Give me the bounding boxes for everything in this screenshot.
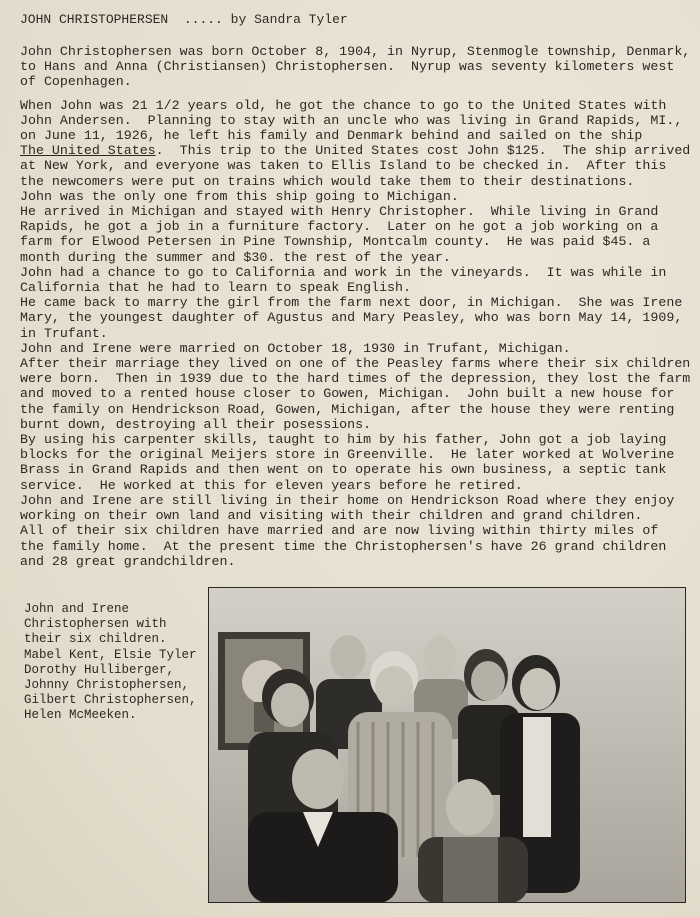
article-line: Mary, the youngest daughter of Agustus and Mary Peasley, who was born May 14, 1909, [20, 310, 683, 326]
article-line: working on their own land and visiting with their children and grand children. [20, 508, 643, 524]
article-line: John had a chance to go to California and work in the vineyards. It was while in [20, 264, 667, 280]
article-heading [20, 12, 348, 28]
family-photograph [208, 587, 686, 903]
article-line: He arrived in Michigan and stayed with Henry Christopher. While living in Grand [20, 204, 659, 220]
caption-line: Mabel Kent, Elsie Tyler [24, 647, 197, 662]
article-line: and 28 great grandchildren. [20, 553, 236, 569]
article-line: He came back to marry the girl from the farm next door, in Michigan. She was Irene [20, 295, 683, 311]
photo-caption [24, 602, 206, 724]
article-line: of Copenhagen. [20, 74, 132, 90]
family-photo-illustration [208, 587, 686, 903]
article-line: month during the summer and $30. the rest of the year. [20, 249, 451, 265]
article-line: burnt down, destroying all their posessions. [20, 416, 372, 432]
title-separator: ..... [183, 12, 223, 27]
article-line: on June 11, 1926, he left his family and Denmark behind and sailed on the ship [20, 128, 643, 144]
article-line: John Christophersen was born October 8, 1904, in Nyrup, Stenmogle township, Denmark, [20, 44, 691, 59]
byline: by Sandra Tyler [230, 12, 348, 27]
caption-line: Christophersen with [24, 617, 167, 632]
article-line: All of their six children have married and are now living within thirty miles of [20, 523, 659, 539]
article-line: were born. Then in 1939 due to the hard times of the depression, they lost the farm [20, 371, 691, 387]
article-line [20, 143, 690, 158]
article-line: service. He worked at this for eleven years before he retired. [20, 477, 523, 493]
caption-line: Dorothy Hulliberger, [24, 662, 175, 677]
caption-line: Helen McMeeken. [24, 708, 137, 723]
article-line: blocks for the original Meijers store in Greenville. He later worked at Wolverine [20, 447, 675, 463]
caption-line: Johnny Christophersen, [24, 678, 190, 693]
article-line: John and Irene were married on October 18, 1930 in Trufant, Michigan. [20, 340, 571, 356]
ship-sentence: . This trip to the United States cost John $125. The ship arrived [155, 143, 691, 159]
article-line: in Trufant. [20, 325, 108, 341]
article-line: farm for Elwood Petersen in Pine Township, Montcalm county. He was paid $45. a [20, 234, 651, 250]
ship-name: The United States [20, 143, 156, 159]
article-line: and moved to a rented house closer to Gowen, Michigan. John built a new house for [20, 386, 675, 402]
caption-line: their six children. [24, 632, 167, 647]
article-line: Rapids, he got a job in a furniture factory. Later on he got a job working on a [20, 219, 659, 235]
article-line: the newcomers were put on trains which would take them to their destinations. [20, 173, 635, 189]
article-line: Brass in Grand Rapids and then went on to operate his own business, a septic tank [20, 462, 667, 478]
article-line: to Hans and Anna (Christiansen) Christophersen. Nyrup was seventy kilometers west [20, 59, 675, 75]
article-line: California that he had to learn to speak English. [20, 280, 411, 296]
article-line: After their marriage they lived on one of the Peasley farms where their six children [20, 356, 691, 372]
article-line: the family home. At the present time the Christophersen's have 26 grand children [20, 538, 667, 554]
article-line: the family on Hendrickson Road, Gowen, Michigan, after the house they were renting [20, 401, 675, 417]
article-body [20, 44, 690, 569]
article-line: When John was 21 1/2 years old, he got the chance to go to the United States with [20, 97, 667, 113]
caption-line: Gilbert Christophersen, [24, 693, 197, 708]
article-line: John Andersen. Planning to stay with an uncle who was living in Grand Rapids, MI., [20, 112, 683, 128]
article-title: JOHN CHRISTOPHERSEN [20, 12, 169, 27]
article-line: at New York, and everyone was taken to Ellis Island to be checked in. After this [20, 158, 667, 174]
article-line: John was the only one from this ship going to Michigan. [20, 188, 459, 204]
caption-line: John and Irene [24, 602, 130, 616]
article-line: John and Irene are still living in their home on Hendrickson Road where they enjoy [20, 492, 675, 508]
article-line: By using his carpenter skills, taught to him by his father, John got a job laying [20, 432, 667, 448]
